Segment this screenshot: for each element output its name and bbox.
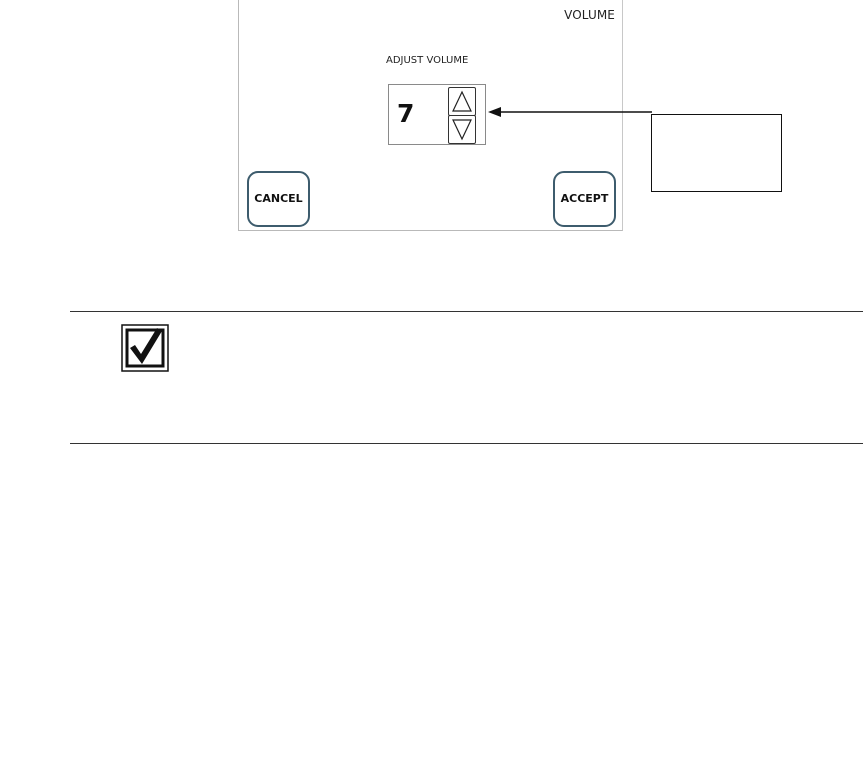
cancel-button[interactable]: CANCEL [247, 171, 310, 227]
volume-down-button[interactable] [448, 115, 476, 144]
accept-button[interactable]: ACCEPT [553, 171, 616, 227]
callout-box [651, 114, 782, 192]
screen-title: VOLUME [564, 8, 615, 22]
checkbox-checked-icon [121, 324, 169, 372]
volume-stepper [388, 84, 486, 145]
adjust-volume-label: ADJUST VOLUME [386, 55, 469, 66]
triangle-up-icon [451, 90, 473, 113]
callout-arrow [488, 104, 653, 120]
volume-up-button[interactable] [448, 87, 476, 116]
triangle-down-icon [451, 118, 473, 141]
note-top-rule [70, 311, 863, 312]
note-bottom-rule [70, 443, 863, 444]
volume-value: 7 [397, 99, 415, 128]
